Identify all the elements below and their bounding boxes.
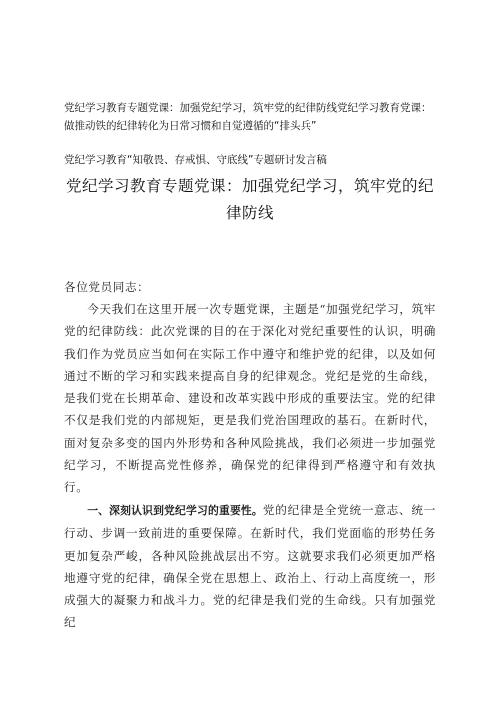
toc-item-1[interactable]: 党纪学习教育专题党课：加强党纪学习，筑牢党的纪律防线党纪学习教育党课：做推动铁的纪律转化为日常习惯和自觉遵循的“排头兵” [64, 102, 432, 132]
toc-item-2[interactable]: 党纪学习教育“知敬畏、存戒惧、守底线”专题研讨发言稿 [64, 154, 327, 166]
salutation: 各位党员同志： [64, 280, 150, 294]
paragraph-section-1 [64, 499, 436, 634]
paragraph-intro: 今天我们在这里开展一次专题党课，主题是“加强党纪学习，筑牢党的纪律防线：此次党课的目的在于深化对党纪重要性的认识，明确我们作为党员应当如何在实际工作中遵守和维护党的纪律，以及如何通过不断的学习和实践来提高自身的纪律观念。党纪是党的生命线，是我们党在长期革命、建设和改革实践中形成的重要法宝。党的纪律不仅是我们党的内部规矩，更是我们党治国理政的基石。在新时代，面对复杂多变的国内外形势和各种风险挑战，我们必须进一步加强党纪学习，不断提高党性修养，确保党的纪律得到严格遵守和有效执行。 [64, 302, 436, 495]
section-text: 党的纪律是全党统一意志、统一行动、步调一致前进的重要保障。在新时代，我们党面临的形势任务更加复杂严峻，各种风险挑战层出不穷。这就要求我们必须更加严格地遵守党的纪律，确保全党在思想上、政治上、行动上高度统一，形成强大的凝聚力和战斗力。党的纪律是我们党的生命线。只有加强党纪 [64, 503, 436, 630]
section-heading: 一、深刻认识到党纪学习的重要性。 [87, 504, 263, 517]
document-title: 党纪学习教育专题党课：加强党纪学习，筑牢党的纪律防线 [65, 177, 434, 222]
